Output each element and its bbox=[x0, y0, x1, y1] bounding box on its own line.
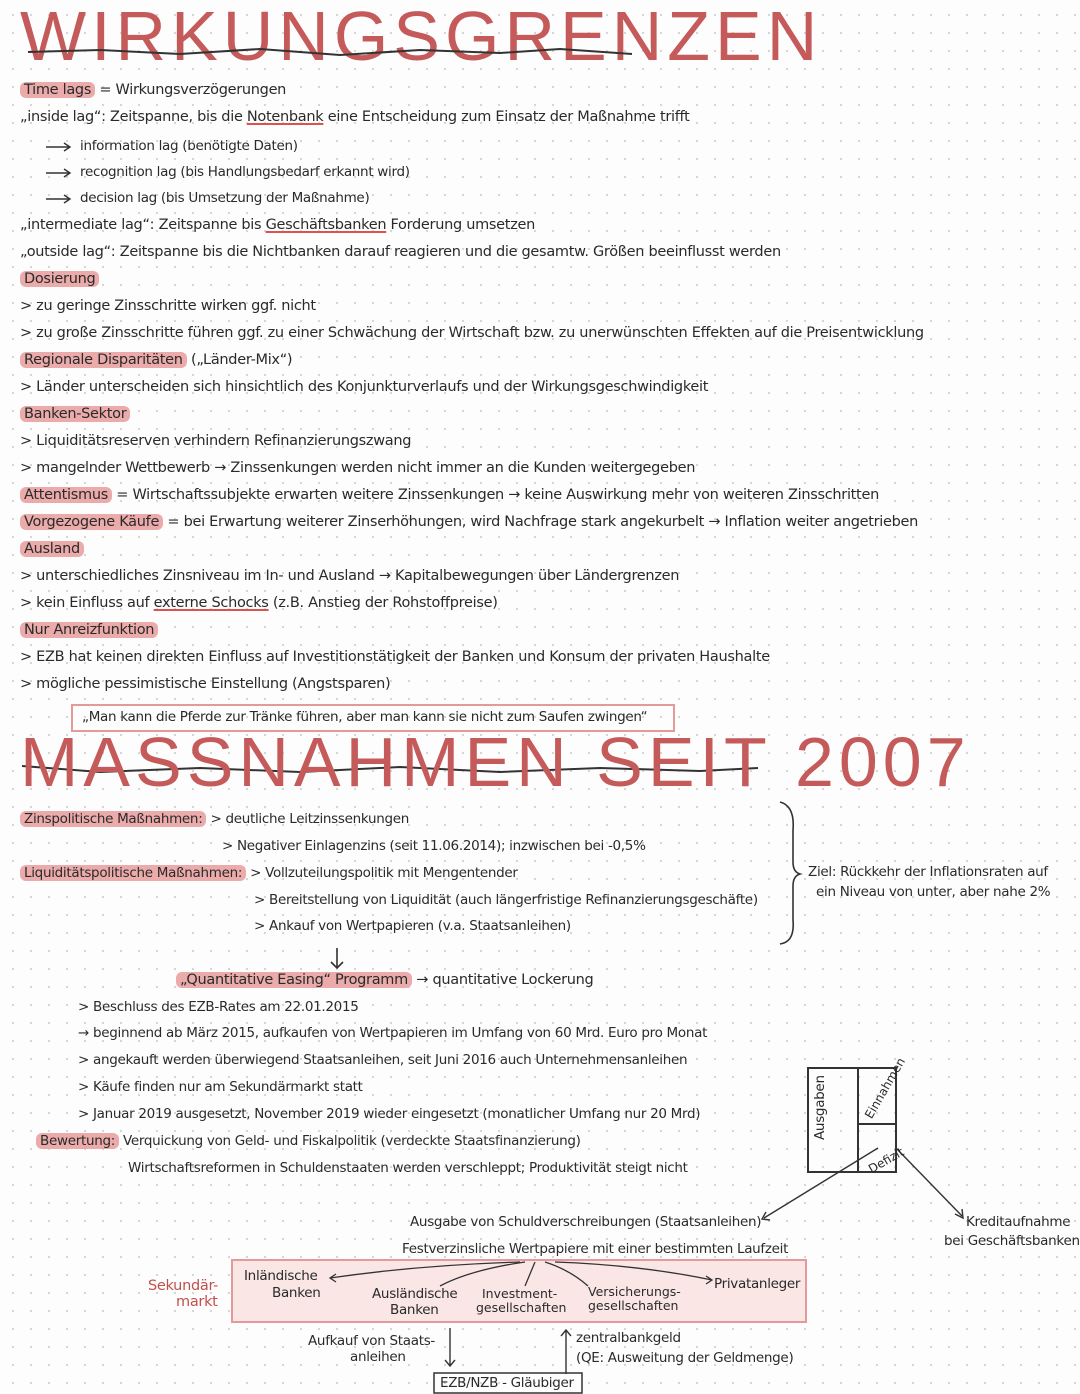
diag-aufkauf: Aufkauf von Staats- bbox=[308, 1333, 435, 1349]
time-lags-text: = Wirkungsverzögerungen bbox=[99, 82, 287, 98]
ziel-line: ein Niveau von unter, aber nahe 2% bbox=[816, 884, 1051, 900]
attentismus-row bbox=[20, 487, 879, 503]
liqpol-item: > Vollzuteilungspolitik mit Mengentender bbox=[250, 865, 518, 881]
ausland-item2-pre: > kein Einfluss auf bbox=[20, 595, 150, 611]
diag-versich: Versicherungs- bbox=[588, 1284, 681, 1299]
diag-sekundaer: markt bbox=[176, 1294, 218, 1310]
liqpol-label: Liquiditätspolitische Maßnahmen: bbox=[20, 865, 246, 881]
ausland-item2-post: (z.B. Anstieg der Rohstoffpreise) bbox=[272, 595, 498, 611]
lag-item: information lag (benötigte Daten) bbox=[80, 138, 298, 154]
inside-lag-post: eine Entscheidung zum Einsatz der Maßnahme trifft bbox=[327, 109, 690, 125]
outside-lag-row bbox=[20, 244, 781, 260]
qe-item: > Januar 2019 ausgesetzt, November 2019 wieder eingesetzt (monatlicher Umfang nur 20 Mrd) bbox=[78, 1106, 701, 1122]
time-lags-label: Time lags bbox=[20, 82, 95, 98]
quote: „Man kann die Pferde zur Tränke führen, aber man kann sie nicht zum Saufen zwingen“ bbox=[82, 709, 648, 725]
qe-item: > Käufe finden nur am Sekundärmarkt statt bbox=[78, 1079, 363, 1095]
diag-invest: gesellschaften bbox=[476, 1300, 567, 1315]
diag-ausgabe: Ausgabe von Schuldverschreibungen (Staatsanleihen) bbox=[410, 1214, 762, 1230]
qe-item: > angekauft werden überwiegend Staatsanleihen, seit Juni 2016 auch Unternehmensanleihen bbox=[78, 1052, 688, 1068]
diag-festverzinslich: Festverzinsliche Wertpapiere mit einer bestimmten Laufzeit bbox=[402, 1241, 789, 1257]
qe-label: „Quantitative Easing“ Programm bbox=[176, 972, 412, 988]
liqpol-item: > Ankauf von Wertpapieren (v.a. Staatsanleihen) bbox=[254, 918, 571, 934]
intermediate-lag-row bbox=[20, 217, 535, 233]
intermediate-lag-label: „intermediate lag“: bbox=[20, 217, 155, 233]
page-title-wirkungsgrenzen: WIRKUNGSGRENZEN bbox=[20, 0, 823, 75]
outside-lag-text: Zeitspanne bis die Nichtbanken darauf reagieren und die gesamtw. Größen beeinflusst werden bbox=[119, 244, 781, 260]
qe-item: → beginnend ab März 2015, aufkaufen von Wertpapieren im Umfang von 60 Mrd. Euro pro Monat bbox=[78, 1025, 708, 1041]
diag-ezb: EZB/NZB - Gläubiger bbox=[440, 1375, 574, 1391]
inside-lag-highlight: Notenbank bbox=[246, 109, 324, 125]
attentismus-text: = Wirtschaftssubjekte erwarten weitere Zinssenkungen → keine Auswirkung mehr von weiteren Zinsschritten bbox=[116, 487, 879, 503]
intermediate-lag-pre: Zeitspanne bis bbox=[158, 217, 262, 233]
regionale-extra: („Länder-Mix“) bbox=[191, 352, 293, 368]
vorgezogen-text: = bei Erwartung weiterer Zinserhöhungen, wird Nachfrage stark angekurbelt → Inflation weiter angetrieben bbox=[167, 514, 919, 530]
qe-row bbox=[176, 972, 593, 988]
diag-zentral: (QE: Ausweitung der Geldmenge) bbox=[576, 1350, 794, 1366]
diag-inl: Inländische bbox=[244, 1268, 318, 1284]
bewertung-label: Bewertung: bbox=[36, 1133, 119, 1149]
dosierung-item: > zu große Zinsschritte führen ggf. zu einer Schwächung der Wirtschaft bzw. zu unerwünschten Effekten auf die Preisentwicklung bbox=[20, 325, 924, 341]
vorgezogen-label: Vorgezogene Käufe bbox=[20, 514, 163, 530]
ausland-item2-highlight: externe Schocks bbox=[153, 595, 269, 611]
attentismus-label: Attentismus bbox=[20, 487, 112, 503]
intermediate-lag-post: Forderung umsetzen bbox=[390, 217, 536, 233]
diag-inl: Banken bbox=[272, 1285, 321, 1301]
banken-item: > Liquiditätsreserven verhindern Refinanzierungszwang bbox=[20, 433, 412, 449]
diag-ausl: Ausländische bbox=[372, 1286, 458, 1302]
anreiz-label: Nur Anreizfunktion bbox=[20, 622, 158, 638]
dosierung-item: > zu geringe Zinsschritte wirken ggf. nicht bbox=[20, 298, 316, 314]
dosierung-label: Dosierung bbox=[20, 271, 99, 287]
banken-item: > mangelnder Wettbewerb → Zinssenkungen werden nicht immer an die Kunden weitergegeben bbox=[20, 460, 696, 476]
diag-kredit: Kreditaufnahme bbox=[966, 1214, 1071, 1230]
outside-lag-label: „outside lag“: bbox=[20, 244, 116, 260]
budget-einnahmen: Einnahmen bbox=[862, 1055, 909, 1121]
zinspol-item: > Negativer Einlagenzins (seit 11.06.2014); inzwischen bei -0,5% bbox=[222, 838, 646, 854]
diag-versich: gesellschaften bbox=[588, 1298, 679, 1313]
ausland-item2 bbox=[20, 595, 498, 611]
zinspol-item: > deutliche Leitzinssenkungen bbox=[210, 811, 410, 827]
anreiz-item: > EZB hat keinen direkten Einfluss auf Investitionstätigkeit der Banken und Konsum der privaten Haushalte bbox=[20, 649, 770, 665]
liqpol-row bbox=[20, 865, 518, 881]
diag-zentral: zentralbankgeld bbox=[576, 1330, 681, 1346]
inside-lag-pre: Zeitspanne, bis die bbox=[109, 109, 243, 125]
budget-ausgaben: Ausgaben bbox=[812, 1075, 828, 1140]
diag-sekundaer: Sekundär- bbox=[148, 1278, 219, 1294]
lag-item: recognition lag (bis Handlungsbedarf erkannt wird) bbox=[80, 164, 410, 180]
liqpol-item: > Bereitstellung von Liquidität (auch längerfristige Refinanzierungsgeschäfte) bbox=[254, 892, 758, 908]
page-title-massnahmen: MASSNAHMEN SEIT 2007 bbox=[20, 723, 971, 801]
regionale-row bbox=[20, 352, 292, 368]
time-lags-row bbox=[20, 82, 286, 98]
diag-aufkauf: anleihen bbox=[350, 1349, 406, 1365]
anreiz-item: > mögliche pessimistische Einstellung (Angstsparen) bbox=[20, 676, 391, 692]
ziel-line: Ziel: Rückkehr der Inflationsraten auf bbox=[808, 864, 1048, 880]
ausland-item: > unterschiedliches Zinsniveau im In- und Ausland → Kapitalbewegungen über Ländergrenzen bbox=[20, 568, 680, 584]
lag-item: decision lag (bis Umsetzung der Maßnahme) bbox=[80, 190, 370, 206]
qe-text: → quantitative Lockerung bbox=[416, 972, 594, 988]
diag-privat: Privatanleger bbox=[714, 1276, 801, 1292]
regionale-label: Regionale Disparitäten bbox=[20, 352, 187, 368]
regionale-item: > Länder unterscheiden sich hinsichtlich des Konjunkturverlaufs und der Wirkungsgeschwindigkeit bbox=[20, 379, 709, 395]
diag-invest: Investment- bbox=[482, 1286, 558, 1301]
bewertung-row bbox=[36, 1133, 581, 1149]
diag-ausl: Banken bbox=[390, 1302, 439, 1318]
ausland-label: Ausland bbox=[20, 541, 84, 557]
bewertung-item: Verquickung von Geld- und Fiskalpolitik (verdeckte Staatsfinanzierung) bbox=[123, 1133, 581, 1149]
qe-item: > Beschluss des EZB-Rates am 22.01.2015 bbox=[78, 999, 359, 1015]
inside-lag-label: „inside lag“: bbox=[20, 109, 106, 125]
vorgezogen-row bbox=[20, 514, 918, 530]
intermediate-lag-highlight: Geschäftsbanken bbox=[265, 217, 387, 233]
zinspol-row bbox=[20, 811, 409, 827]
zinspol-label: Zinspolitische Maßnahmen: bbox=[20, 811, 206, 827]
budget-defizit: Defizit bbox=[866, 1144, 907, 1177]
inside-lag-row bbox=[20, 109, 690, 125]
banken-label: Banken-Sektor bbox=[20, 406, 130, 422]
diag-kredit: bei Geschäftsbanken bbox=[944, 1233, 1080, 1249]
bewertung-item: Wirtschaftsreformen in Schuldenstaaten werden verschleppt; Produktivität steigt nicht bbox=[128, 1160, 688, 1176]
